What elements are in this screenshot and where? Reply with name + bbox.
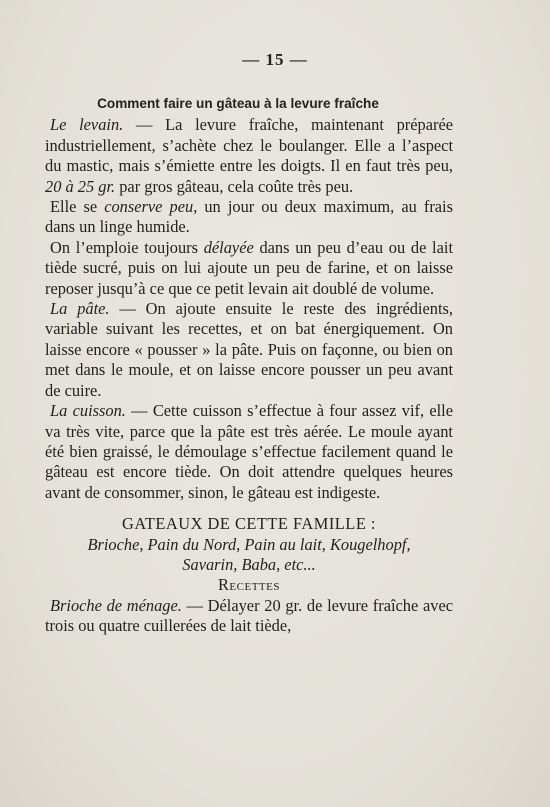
paragraph-emphasis: délayée (203, 237, 254, 257)
paragraph-tail: , un jour ou deux maximum, au frais dans un linge humide. (45, 197, 453, 237)
paragraph-lead: Le levain. (50, 115, 124, 135)
section-heading: Comment faire un gâteau à la levure fraîche (97, 96, 379, 111)
paragraph-text: — Cette cuisson s’effectue à four assez vif, elle va très vite, parce que la pâte est très aérée. Le moule ayant été bien graissé, le démoulage s’effectue facilement quand le gâteau est encore tiède. On doit attendre quelques heures avant de consommer, sinon, le gâteau est indigeste. (45, 401, 453, 502)
family-list-line-1: Brioche, Pain du Nord, Pain au lait, Kougelhopf, (87, 534, 411, 554)
paragraph-text: Elle se (50, 197, 105, 217)
paragraph-text: — La levure fraîche, maintenant préparée industriellement, s’achète chez le boulanger. Elle a l’aspect du mastic, mais s’émiette entre les doigts. Il en faut très peu, (45, 115, 453, 176)
family-title: GATEAUX DE CETTE FAMILLE : (122, 514, 376, 534)
paragraph-delayee (45, 238, 453, 299)
family-list-line-2: Savarin, Baba, etc... (182, 554, 316, 574)
paragraph-text: — Délayer 20 gr. de levure fraîche avec trois ou quatre cuillerées de lait tiède, (45, 595, 453, 636)
paragraph-emphasis: 20 à 25 gr. (45, 176, 116, 196)
paragraph-lead: La cuisson. (50, 401, 126, 421)
paragraph-pate (45, 299, 453, 401)
paragraph-tail: par gros gâteau, cela coûte très peu. (115, 176, 354, 196)
paragraph-lead: La pâte. (50, 299, 110, 319)
paragraph-cuisson (45, 401, 453, 503)
page-number: — 15 — (242, 50, 308, 69)
page-body (45, 94, 453, 637)
paragraph-emphasis: conserve peu (104, 197, 194, 217)
paragraph-levain (45, 115, 453, 197)
paragraph-brioche (45, 596, 453, 637)
paragraph-conserve (45, 197, 453, 238)
paragraph-lead: Brioche de ménage. (50, 595, 182, 615)
recettes-label: Recettes (218, 575, 280, 595)
paragraph-text: On l’emploie toujours (50, 237, 204, 257)
paragraph-tail: dans un peu d’eau ou de lait tiède sucré, puis on lui ajoute un peu de farine, et on laisse reposer jusqu’à ce que ce petit levain ait doublé de volume. (45, 237, 453, 298)
paragraph-text: — On ajoute ensuite le reste des ingrédients, variable suivant les recettes, et on bat énergiquement. On laisse encore « pousser » la pâte. Puis on façonne, ou bien on met dans le moule, et on laisse encore pousser un peu avant de cuire. (45, 299, 453, 400)
